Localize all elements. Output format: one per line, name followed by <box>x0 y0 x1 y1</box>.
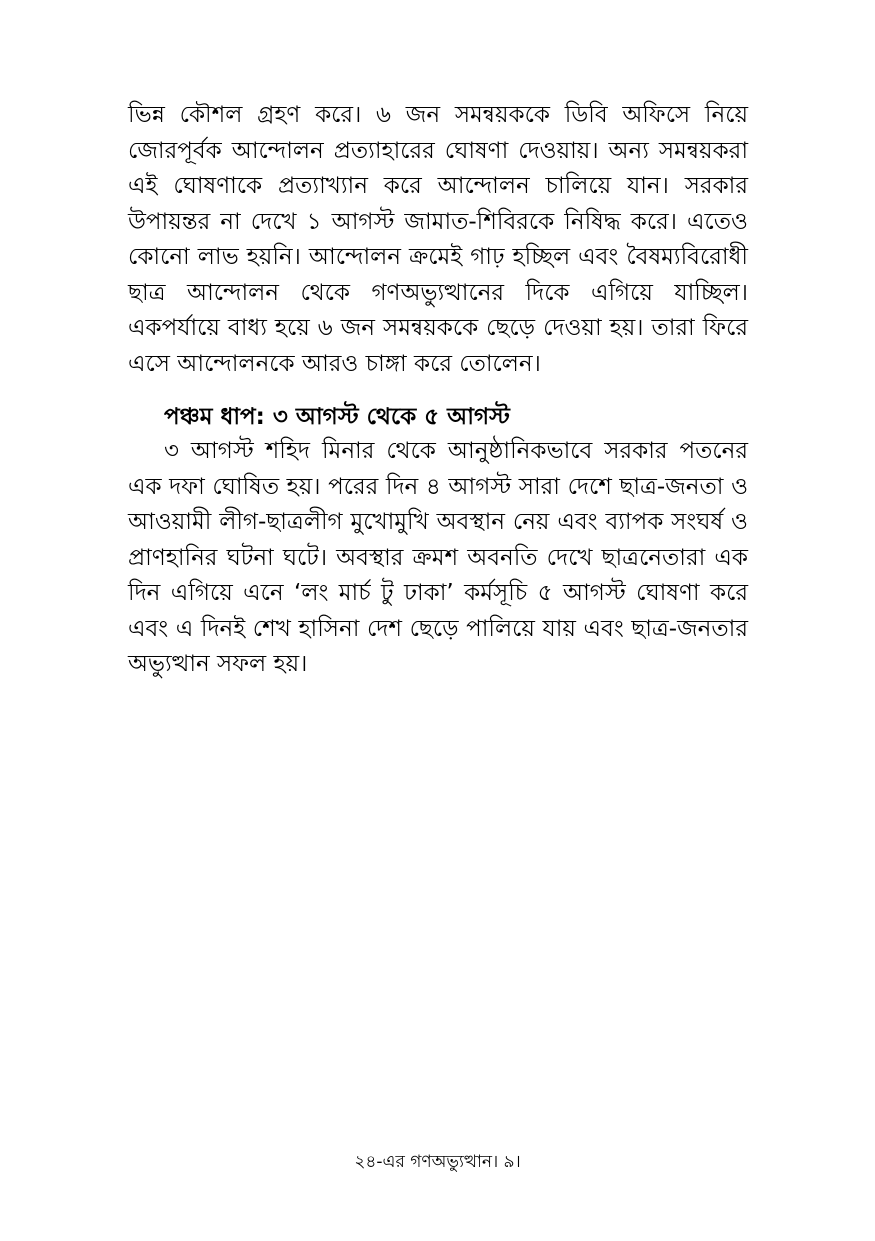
page-footer: ২৪-এর গণঅভ্যুত্থান। ৯। <box>354 1152 521 1172</box>
section-heading: পঞ্চম ধাপ: ৩ আগস্ট থেকে ৫ আগস্ট <box>164 404 510 430</box>
body-paragraph-2: ৩ আগস্ট শহিদ মিনার থেকে আনুষ্ঠানিকভাবে সরকার পতনের এক দফা ঘোষিত হয়। পরের দিন ৪ আগস্ট সারা দেশে ছাত্র-জনতা ও আওয়ামী লীগ-ছাত্রলীগ মুখোমুখি অবস্থান নেয় এবং ব্যাপক সংঘর্ষ ও প্রাণহানির ঘটনা ঘটে। অবস্থার ক্রমশ অবনতি দেখে ছাত্রনেতারা এক দিন এগিয়ে এনে ‘লং মার্চ টু ঢাকা’ কর্মসূচি ৫ আগস্ট ঘোষণা করে এবং এ দিনই শেখ হাসিনা দেশ ছেড়ে পালিয়ে যায় এবং ছাত্র-জনতার অভ্যুত্থান সফল হয়। <box>128 438 748 677</box>
page-content <box>128 98 748 683</box>
body-paragraph-1: ভিন্ন কৌশল গ্রহণ করে। ৬ জন সমন্বয়ককে ডিবি অফিসে নিয়ে জোরপূর্বক আন্দোলন প্রত্যাহারের ঘোষণা দেওয়ায়। অন্য সমন্বয়করা এই ঘোষণাকে প্রত্যাখ্যান করে আন্দোলন চালিয়ে যান। সরকার উপায়ন্তর না দেখে ১ আগস্ট জামাত-শিবিরকে নিষিদ্ধ করে। এতেও কোনো লাভ হয়নি। আন্দোলন ক্রমেই গাঢ় হচ্ছিল এবং বৈষম্যবিরোধী ছাত্র আন্দোলন থেকে গণঅভ্যুত্থানের দিকে এগিয়ে যাচ্ছিল। একপর্যায়ে বাধ্য হয়ে ৬ জন সমন্বয়ককে ছেড়ে দেওয়া হয়। তারা ফিরে এসে আন্দোলনকে আরও চাঙ্গা করে তোলেন। <box>128 102 748 377</box>
